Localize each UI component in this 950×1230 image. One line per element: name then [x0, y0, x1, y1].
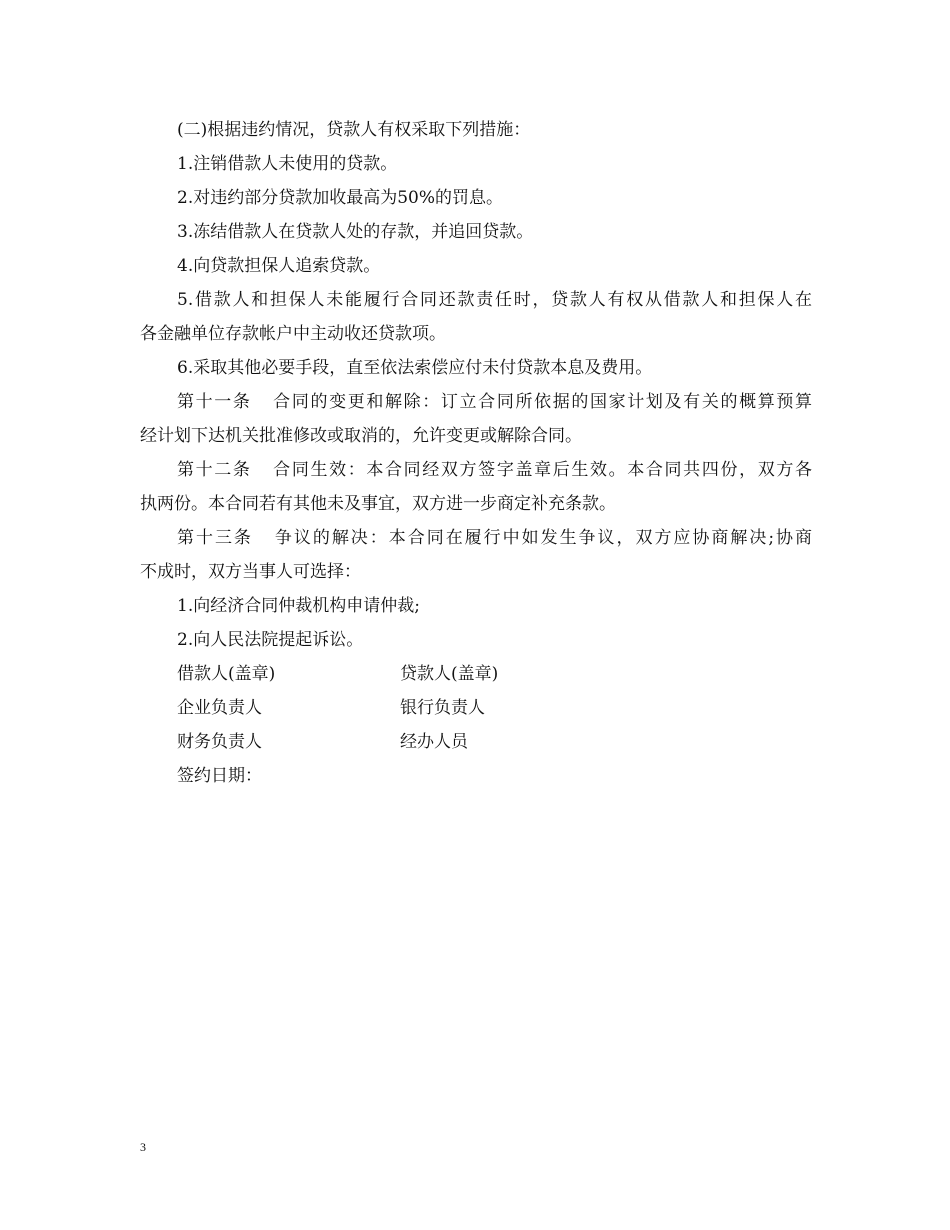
measure-item-6: 6.采取其他必要手段，直至依法索偿应付未付贷款本息及费用。 [177, 358, 653, 378]
measure-item-3: 3.冻结借款人在贷款人处的存款，并追回贷款。 [177, 222, 534, 242]
signature-row-date [140, 759, 812, 793]
document-body [140, 113, 812, 793]
page-number: 3 [140, 1140, 146, 1154]
article-12-heading: 第十二条 [177, 460, 252, 480]
article-11-text: 合同的变更和解除：订立合同所依据的国家计划及有关的概算预算 [271, 392, 813, 412]
dispute-option-2: 2.向人民法院提起诉讼。 [177, 630, 364, 650]
finance-head-label: 财务负责人 [177, 732, 262, 752]
bank-head-label: 银行负责人 [400, 698, 485, 718]
article-13-heading: 第十三条 [177, 528, 253, 548]
article-11-line-1 [140, 385, 812, 419]
dispute-option-1: 1.向经济合同仲裁机构申请仲裁; [177, 596, 420, 616]
signature-row-heads [140, 691, 812, 725]
measure-item-5-line-1: 5.借款人和担保人未能履行合同还款责任时，贷款人有权从借款人和担保人在 [177, 290, 812, 310]
sign-date-label: 签约日期： [177, 766, 262, 786]
measure-item-4: 4.向贷款担保人追索贷款。 [177, 256, 381, 276]
enterprise-head-label: 企业负责人 [177, 698, 262, 718]
measure-item-1: 1.注销借款人未使用的贷款。 [177, 154, 398, 174]
measure-item-5-line-2: 各金融单位存款帐户中主动收还贷款项。 [140, 324, 446, 344]
article-12-line-1 [140, 453, 812, 487]
paragraph-measures-intro: (二)根据违约情况，贷款人有权采取下列措施： [177, 120, 531, 140]
article-11-heading: 第十一条 [177, 392, 252, 412]
borrower-seal-label: 借款人(盖章) [177, 664, 276, 684]
article-11-line-2: 经计划下达机关批准修改或取消的，允许变更或解除合同。 [140, 426, 582, 446]
signature-row-seal [140, 657, 812, 691]
signature-row-staff [140, 725, 812, 759]
lender-seal-label: 贷款人(盖章) [400, 664, 499, 684]
article-13-text: 争议的解决：本合同在履行中如发生争议，双方应协商解决;协商 [272, 528, 813, 548]
article-12-text: 合同生效：本合同经双方签字盖章后生效。本合同共四份，双方各 [271, 460, 813, 480]
article-13-line-2: 不成时，双方当事人可选择： [140, 562, 361, 582]
handler-label: 经办人员 [400, 732, 468, 752]
article-13-line-1 [140, 521, 812, 555]
article-12-line-2: 执两份。本合同若有其他未及事宜，双方进一步商定补充条款。 [140, 494, 616, 514]
measure-item-2: 2.对违约部分贷款加收最高为50%的罚息。 [177, 188, 504, 208]
